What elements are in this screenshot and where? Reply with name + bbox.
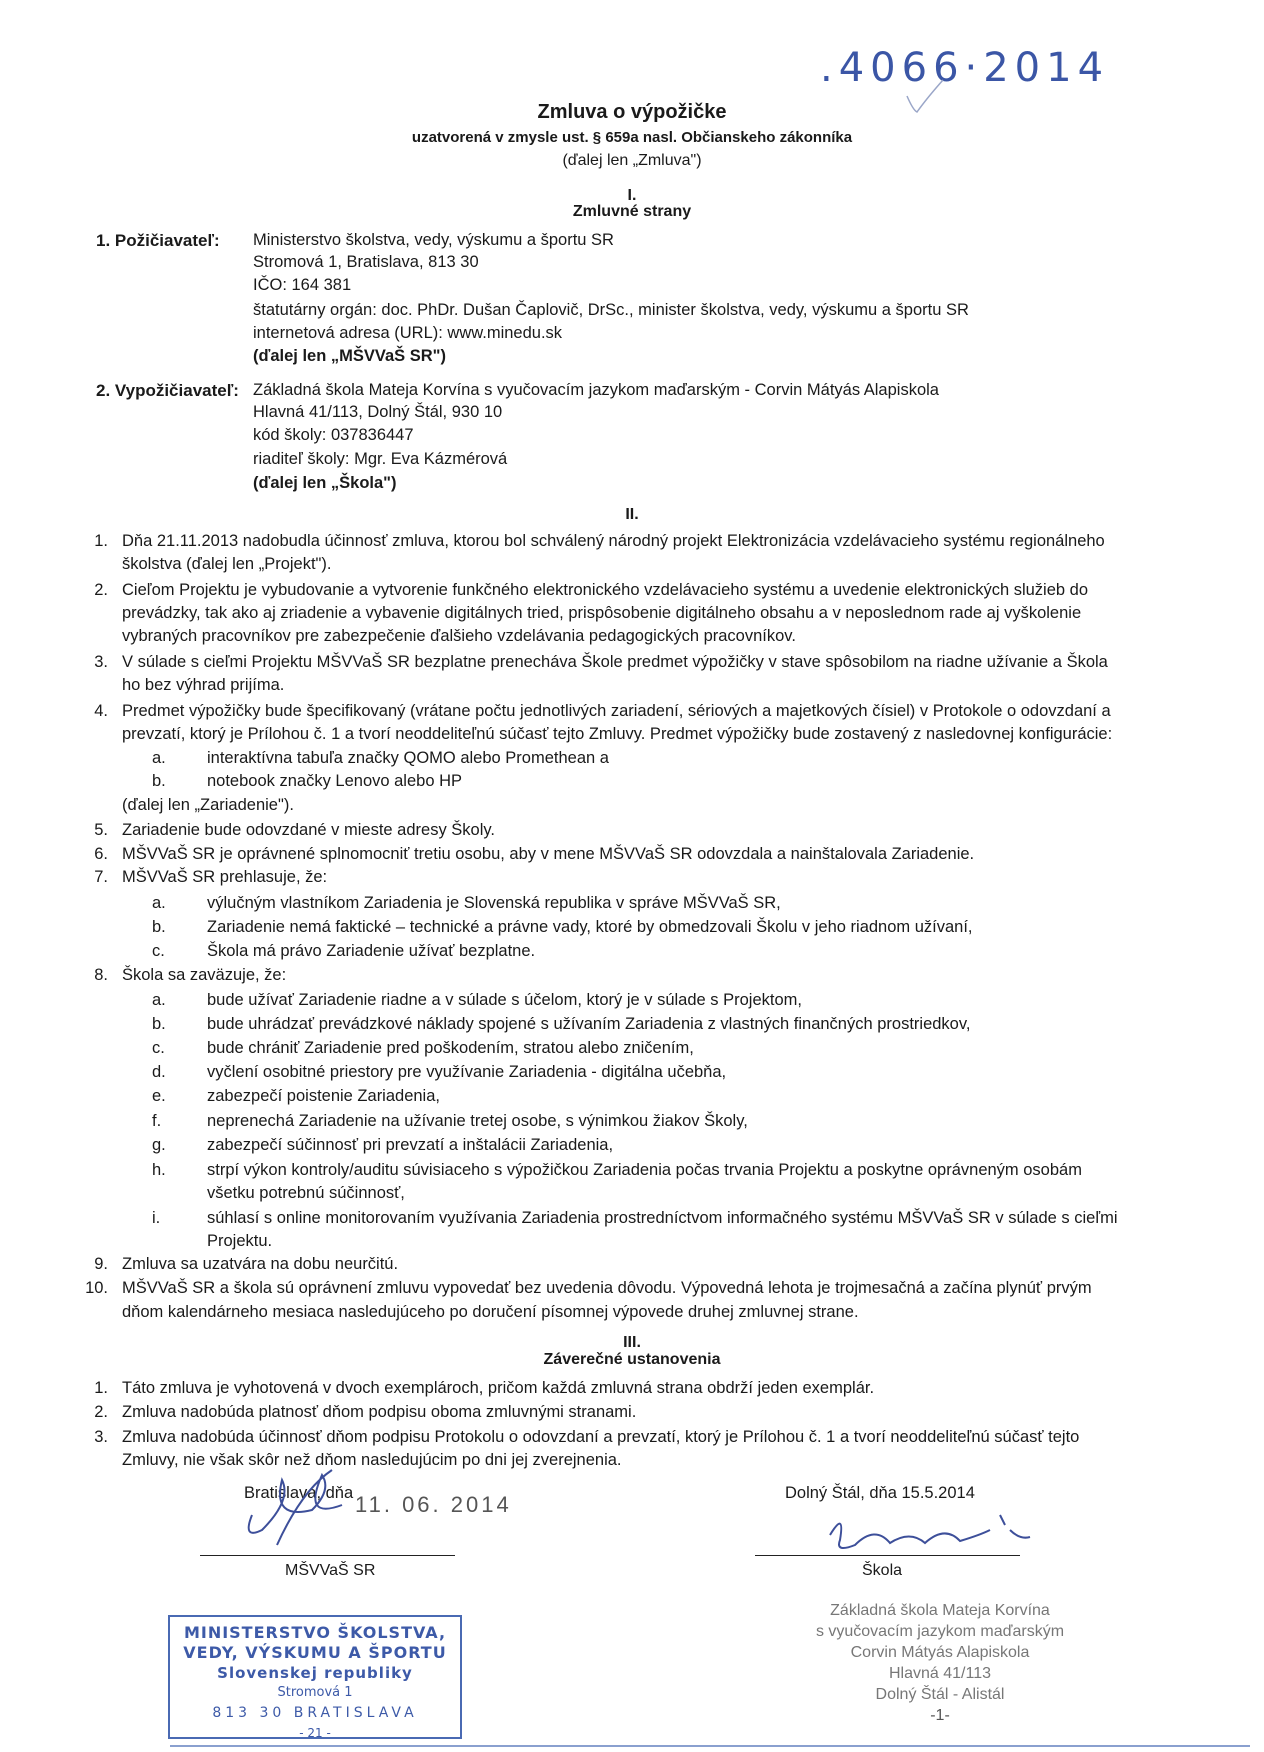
party-1-label: 1. Požičiavateľ: xyxy=(96,231,220,250)
ministry-stamp xyxy=(168,1615,462,1739)
stamp-line: Stromová 1 xyxy=(277,1685,353,1700)
clause-text: MŠVVaŠ SR je oprávnené splnomocniť tretiu osobu, aby v mene MŠVVaŠ SR odovzdala a nainštalovala Zariadenie. xyxy=(122,845,975,863)
clause-number: 6. xyxy=(94,845,108,863)
clause-text: vybraných pracovníkov pre zabezpečenie ďalšieho vzdelávania pedagogických pracovníkov. xyxy=(122,627,796,645)
party-2-label: 2. Vypožičiavateľ: xyxy=(96,381,239,400)
stamp-line: VEDY, VÝSKUMU A ŠPORTU xyxy=(183,1643,447,1662)
registration-number: .4066·2014 xyxy=(820,45,1110,91)
section-2-number: II. xyxy=(625,506,639,523)
clause-number: 8. xyxy=(94,966,108,984)
signature-minister xyxy=(232,1460,372,1550)
signature-line-left xyxy=(200,1555,455,1556)
sub-item-letter: a. xyxy=(152,749,166,767)
clause-text: Cieľom Projektu je vybudovanie a vytvorenie funkčného elektronického vzdelávacieho systému a uvedenie elektronických služieb do xyxy=(122,581,1089,599)
sub-item-text: bude chrániť Zariadenie pred poškodením, stratou alebo zničením, xyxy=(207,1039,694,1057)
section-3-title: Záverečné ustanovenia xyxy=(543,1351,721,1368)
sub-item-letter: d. xyxy=(152,1063,166,1081)
signature-caption-right: Škola xyxy=(862,1562,903,1579)
sub-item-text: Projektu. xyxy=(207,1232,273,1250)
clause-text: V súlade s cieľmi Projektu MŠVVaŠ SR bezplatne prenecháva Škole predmet výpožičky v stave spôsobilom na riadne užívanie a Škola xyxy=(122,653,1108,671)
signature-place-right: Dolný Štál, dňa 15.5.2014 xyxy=(785,1484,975,1502)
sub-item-letter: b. xyxy=(152,918,166,936)
section-1-title: Zmluvné strany xyxy=(572,203,692,220)
clause-text: (ďalej len „Zariadenie"). xyxy=(122,796,294,814)
clause-number: 2. xyxy=(94,581,108,599)
clause-number: 10. xyxy=(85,1279,108,1297)
sub-item-text: interaktívna tabuľa značky QOMO alebo Promethean a xyxy=(207,749,609,767)
sub-item-text: bude uhrádzať prevádzkové náklady spojené s užívaním Zariadenia z vlastných finančných prostriedkov, xyxy=(207,1015,971,1033)
party-2-alias: (ďalej len „Škola") xyxy=(253,474,397,492)
stamp-line: s vyučovacím jazykom maďarským xyxy=(815,1623,1065,1640)
sub-item-letter: a. xyxy=(152,991,166,1009)
clause-number: 1. xyxy=(94,532,108,550)
sub-item-text: všetku potrebnú súčinnosť, xyxy=(207,1184,405,1202)
stamp-line: MINISTERSTVO ŠKOLSTVA, xyxy=(183,1623,447,1642)
sub-item-text: Škola má právo Zariadenie užívať bezplatne. xyxy=(207,942,536,960)
signature-line-right xyxy=(755,1555,1020,1556)
sub-item-letter: a. xyxy=(152,894,166,912)
sub-item-letter: c. xyxy=(152,942,165,960)
party-2-director: riaditeľ školy: Mgr. Eva Kázmérová xyxy=(253,450,508,468)
clause-text: prevádzky, tak ako aj zriadenie a vybavenie digitálnych tried, prispôsobenie digitálneho obsahu a v neposlednom rade aj vyškolenie xyxy=(122,604,1082,622)
sub-item-text: vyčlení osobitné priestory pre využívanie Zariadenia - digitálna učebňa, xyxy=(207,1063,727,1081)
stamp-line: Corvin Mátyás Alapiskola xyxy=(850,1644,1030,1661)
document-subtitle: uzatvorená v zmysle ust. § 659a nasl. Občianskeho zákonníka xyxy=(411,129,853,146)
clause-number: 3. xyxy=(94,653,108,671)
clause-number: 7. xyxy=(94,868,108,886)
sub-item-text: súhlasí s online monitorovaním využívania Zariadenia prostredníctvom informačného systému MŠVVaŠ SR v súlade s cieľmi xyxy=(207,1209,1118,1227)
signature-date-left: 11. 06. 2014 xyxy=(355,1492,512,1517)
clause-number: 4. xyxy=(94,702,108,720)
stamp-line: Základná škola Mateja Korvína xyxy=(830,1602,1050,1619)
clause-text: Zariadenie bude odovzdané v mieste adresy Školy. xyxy=(122,821,495,839)
sub-item-text: Zariadenie nemá faktické – technické a právne vady, ktoré by obmedzovali Školu v jeho riadnom užívaní, xyxy=(207,918,973,936)
sub-item-letter: e. xyxy=(152,1087,166,1105)
party-2-name: Základná škola Mateja Korvína s vyučovacím jazykom maďarským - Corvin Mátyás Alapiskola xyxy=(253,381,939,399)
stamp-line: Slovenskej republiky xyxy=(217,1664,413,1682)
sub-item-text: bude užívať Zariadenie riadne a v súlade s účelom, ktorý je v súlade s Projektom, xyxy=(207,991,802,1009)
school-stamp xyxy=(760,1600,1120,1726)
clause-number: 9. xyxy=(94,1255,108,1273)
sub-item-letter: g. xyxy=(152,1136,166,1154)
party-2-address: Hlavná 41/113, Dolný Štál, 930 10 xyxy=(253,403,503,421)
sub-item-text: neprenechá Zariadenie na užívanie tretej osobe, s výnimkou žiakov Školy, xyxy=(207,1112,748,1130)
clause-text: dňom kalendárneho mesiaca nasledujúceho po doručení písomnej výpovede druhej zmluvnej strane. xyxy=(122,1303,859,1321)
clause-text: Zmluva sa uzatvára na dobu neurčitú. xyxy=(122,1255,399,1273)
party-2-school-code: kód školy: 037836447 xyxy=(253,426,414,444)
clause-text: MŠVVaŠ SR prehlasuje, že: xyxy=(122,868,328,886)
bottom-border xyxy=(170,1745,1250,1747)
clause-text: prevzatí, ktorý je Prílohou č. 1 a tvorí neoddeliteľnú súčasť tejto Zmluvy. Predmet výpožičky bude zostavený z nasledovnej konfigurácie: xyxy=(122,725,1113,743)
sub-item-letter: f. xyxy=(152,1112,162,1130)
clause-number: 3. xyxy=(94,1428,108,1446)
sub-item-letter: i. xyxy=(152,1209,161,1227)
clause-text: MŠVVaŠ SR a škola sú oprávnení zmluvu vypovedať bez uvedenia dôvodu. Výpovedná lehota je trojmesačná a začína plynúť prvým xyxy=(122,1279,1092,1297)
clause-text: Dňa 21.11.2013 nadobudla účinnosť zmluva, ktorou bol schválený národný projekt Elektronizácia vzdelávacieho systému regionálneho xyxy=(122,532,1105,550)
clause-number: 1. xyxy=(94,1379,108,1397)
party-1-statutory: štatutárny orgán: doc. PhDr. Dušan Čaplovič, DrSc., minister školstva, vedy, výskumu a športu SR xyxy=(253,301,969,319)
party-1-name: Ministerstvo školstva, vedy, výskumu a športu SR xyxy=(253,231,614,249)
clause-text: Zmluva nadobúda účinnosť dňom podpisu Protokolu o odovzdaní a prevzatí, ktorý je Prílohou č. 1 a tvorí neoddeliteľnú súčasť tejto xyxy=(122,1428,1080,1446)
signature-place-left: Bratislava, dňa xyxy=(244,1484,354,1502)
sub-item-letter: c. xyxy=(152,1039,165,1057)
sub-item-text: zabezpečí súčinnosť pri prevzatí a inštalácii Zariadenia, xyxy=(207,1136,614,1154)
sub-item-text: strpí výkon kontroly/auditu súvisiaceho s výpožičkou Zariadenia počas trvania Projektu a poskytne oprávneným osobám xyxy=(207,1161,1082,1179)
sub-item-text: notebook značky Lenovo alebo HP xyxy=(207,772,463,790)
clause-number: 5. xyxy=(94,821,108,839)
clause-text: Zmluvy, nie však skôr než dňom nasledujúcim po dni jej zverejnenia. xyxy=(122,1451,622,1469)
party-1-address: Stromová 1, Bratislava, 813 30 xyxy=(253,253,479,271)
signature-caption-left: MŠVVaŠ SR xyxy=(285,1562,376,1579)
clause-number: 2. xyxy=(94,1403,108,1421)
sub-item-text: výlučným vlastníkom Zariadenia je Slovenská republika v správe MŠVVaŠ SR, xyxy=(207,894,781,912)
document-short-name: (ďalej len „Zmluva") xyxy=(562,152,702,169)
document-title: Zmluva o výpožičke xyxy=(537,101,727,123)
signature-director xyxy=(815,1505,1035,1555)
party-1-ico: IČO: 164 381 xyxy=(253,276,352,294)
clause-text: školstva (ďalej len „Projekt"). xyxy=(122,555,332,573)
sub-item-letter: h. xyxy=(152,1161,166,1179)
clause-text: ho bez výhrad prijíma. xyxy=(122,676,285,694)
sub-item-letter: b. xyxy=(152,1015,166,1033)
stamp-line: Dolný Štál - Alistál xyxy=(875,1686,1005,1703)
stamp-line: - 21 - xyxy=(299,1726,331,1740)
party-1-url: internetová adresa (URL): www.minedu.sk xyxy=(253,324,563,342)
stamp-line: Hlavná 41/113 xyxy=(889,1665,991,1682)
section-3-number: III. xyxy=(623,1334,641,1351)
section-1-number: I. xyxy=(627,187,637,204)
clause-text: Táto zmluva je vyhotovená v dvoch exemplároch, pričom každá zmluvná strana obdrží jeden exemplár. xyxy=(122,1379,875,1397)
sub-item-letter: b. xyxy=(152,772,166,790)
page-number: -1- xyxy=(930,1707,950,1724)
clause-text: Škola sa zaväzuje, že: xyxy=(122,966,287,984)
clause-text: Zmluva nadobúda platnosť dňom podpisu oboma zmluvnými stranami. xyxy=(122,1403,637,1421)
stamp-line: 813 30 BRATISLAVA xyxy=(212,1705,418,1721)
clause-text: Predmet výpožičky bude špecifikovaný (vrátane počtu jednotlivých zariadení, sériových a majetkových čísiel) v Protokole o odovzdaní a xyxy=(122,702,1111,720)
sub-item-text: zabezpečí poistenie Zariadenia, xyxy=(207,1087,440,1105)
party-1-alias: (ďalej len „MŠVVaŠ SR") xyxy=(253,347,446,365)
